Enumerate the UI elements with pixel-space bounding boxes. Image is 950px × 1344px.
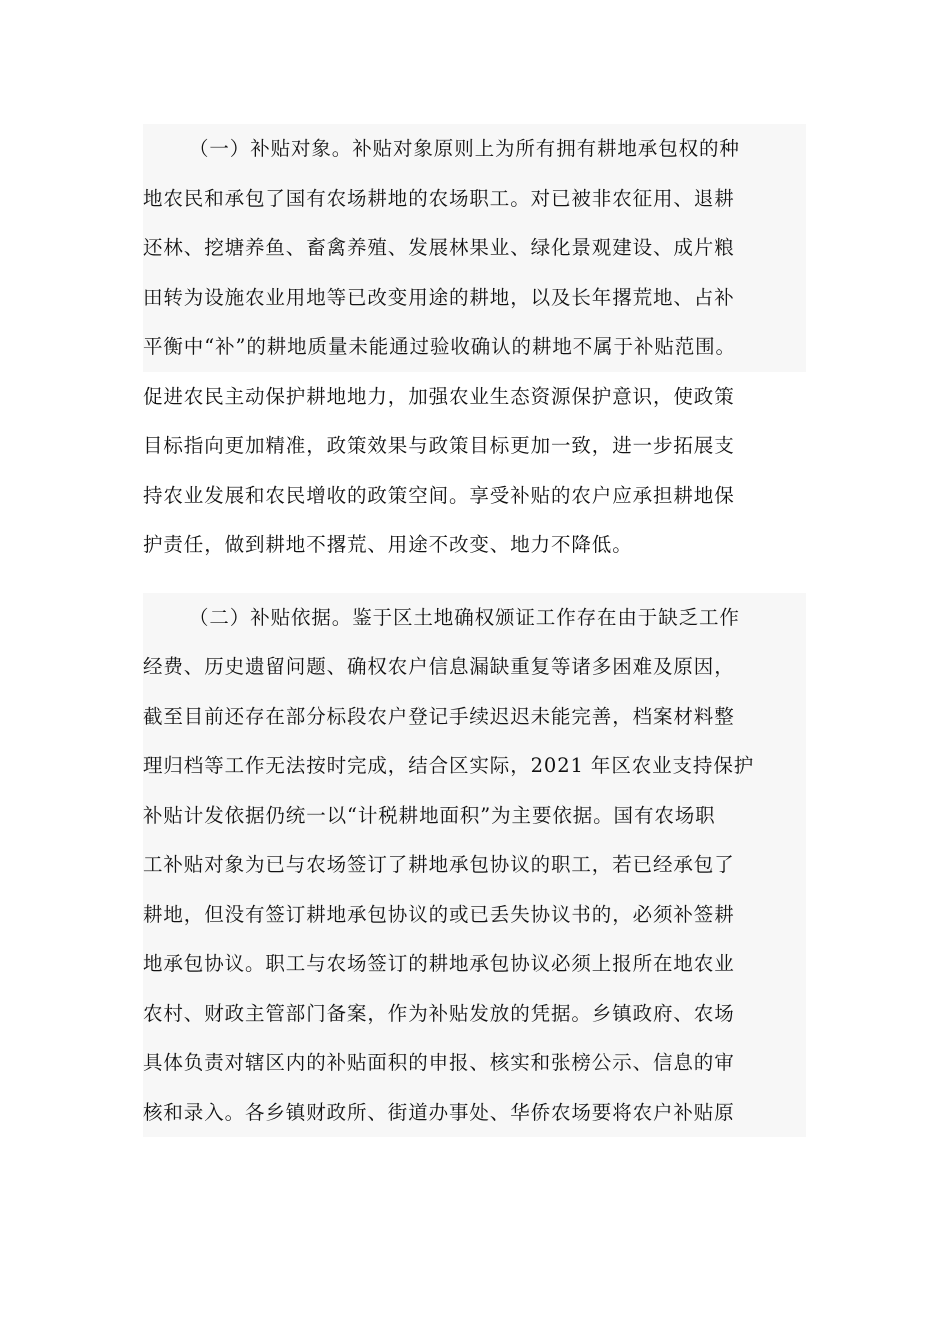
text-line: 工补贴对象为已与农场签订了耕地承包协议的职工，若已经承包了 bbox=[143, 853, 735, 876]
paragraph-subsidy-target bbox=[143, 124, 806, 372]
text-line: 地承包协议。职工与农场签订的耕地承包协议必须上报所在地农业 bbox=[143, 952, 735, 975]
text-line: 补贴计发依据仍统一以“计税耕地面积”为主要依据。国有农场职 bbox=[143, 803, 716, 827]
text-line: 理归档等工作无法按时完成，结合区实际，2021 年区农业支持保护 bbox=[143, 754, 755, 777]
document-body bbox=[143, 124, 806, 1137]
paragraph-subsidy-target-continued bbox=[143, 372, 806, 570]
text-line: 平衡中“补”的耕地质量未能通过验收确认的耕地不属于补贴范围。 bbox=[143, 335, 736, 358]
text-line: 截至目前还存在部分标段农户登记手续迟迟未能完善，档案材料整 bbox=[143, 704, 735, 728]
text-line: 农村、财政主管部门备案，作为补贴发放的凭据。乡镇政府、农场 bbox=[143, 1001, 735, 1025]
text-line: 经费、历史遗留问题、确权农户信息漏缺重复等诸多困难及原因， bbox=[143, 655, 735, 678]
text-line: 护责任，做到耕地不撂荒、用途不改变、地力不降低。 bbox=[143, 533, 633, 556]
text-line: 具体负责对辖区内的补贴面积的申报、核实和张榜公示、信息的审 bbox=[143, 1051, 735, 1074]
text-line: 耕地，但没有签订耕地承包协议的或已丢失协议书的，必须补签耕 bbox=[143, 902, 735, 926]
paragraph-gap bbox=[143, 570, 806, 593]
text-line: 地农民和承包了国有农场耕地的农场职工。对已被非农征用、退耕 bbox=[143, 186, 735, 210]
text-line: 促进农民主动保护耕地地力，加强农业生态资源保护意识，使政策 bbox=[143, 384, 735, 408]
text-line: 田转为设施农业用地等已改变用途的耕地，以及长年撂荒地、占补 bbox=[143, 285, 735, 309]
text-line: 目标指向更加精准，政策效果与政策目标更加一致，进一步拓展支 bbox=[143, 434, 735, 457]
text-line: 核和录入。各乡镇财政所、街道办事处、华侨农场要将农户补贴原 bbox=[143, 1100, 735, 1124]
text-line: 持农业发展和农民增收的政策空间。享受补贴的农户应承担耕地保 bbox=[143, 483, 735, 507]
text-line: （二）补贴依据。鉴于区土地确权颁证工作存在由于缺乏工作 bbox=[189, 605, 740, 629]
text-line: 还林、挖塘养鱼、畜禽养殖、发展林果业、绿化景观建设、成片粮 bbox=[143, 236, 735, 259]
text-line: （一）补贴对象。补贴对象原则上为所有拥有耕地承包权的种 bbox=[189, 137, 740, 160]
paragraph-subsidy-basis bbox=[143, 593, 806, 1138]
